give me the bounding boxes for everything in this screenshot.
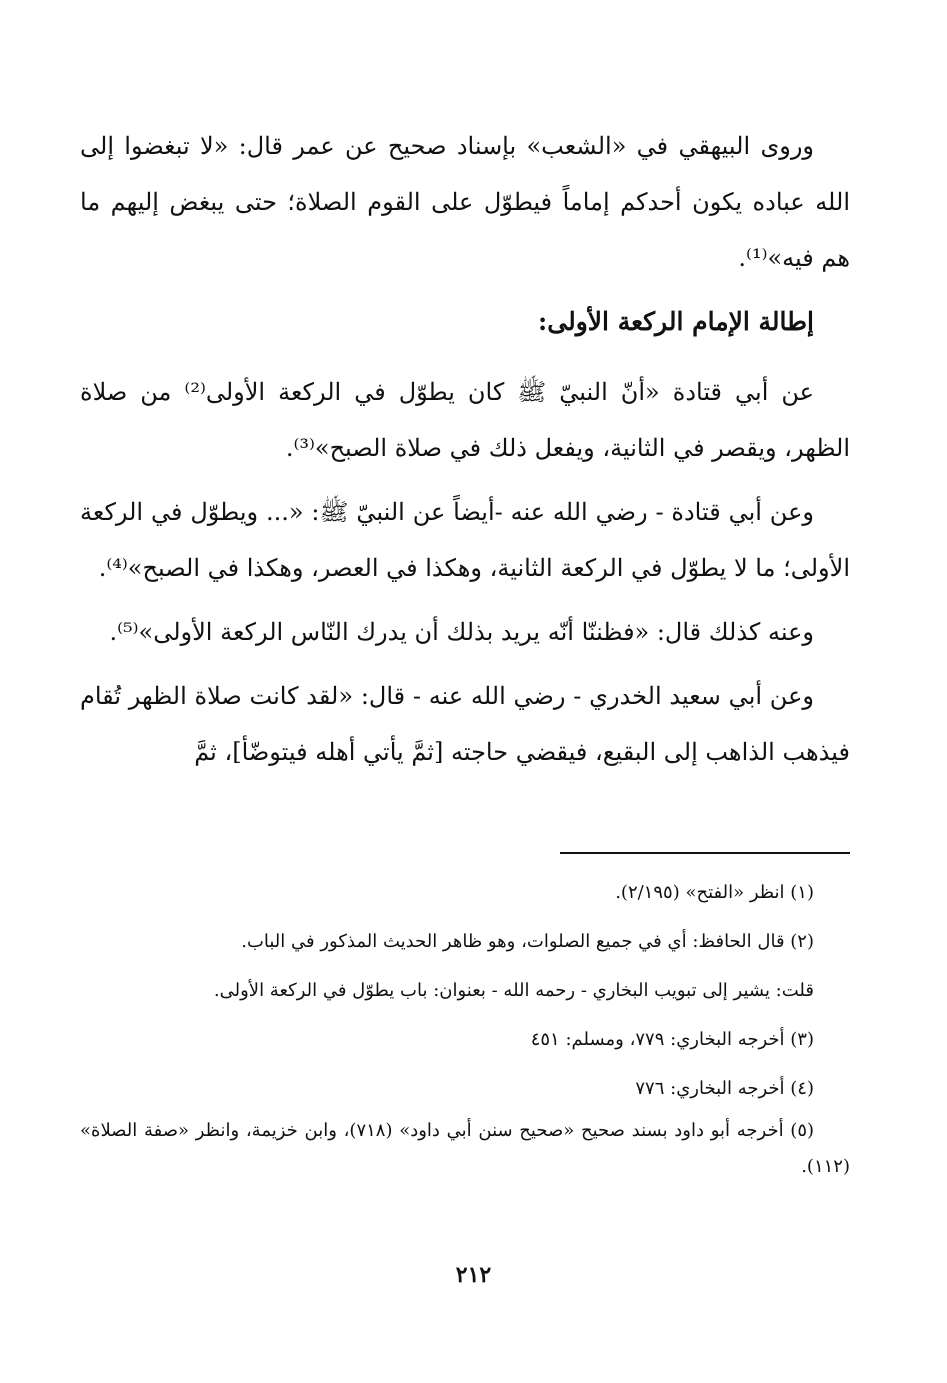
footnote-3: (٣) أخرجه البخاري: ٧٧٩، ومسلم: ٤٥١	[530, 1029, 814, 1050]
main-text	[80, 118, 850, 788]
section-heading: إطالة الإمام الركعة الأولى:	[538, 307, 814, 336]
paragraph-abu-qatada-3: وعنه كذلك قال: «فظننّا أنّه يريد بذلك أن يدرك النّاس الركعة الأولى»⁽⁵⁾.	[109, 618, 814, 646]
paragraph-abu-qatada-1: عن أبي قتادة «أنّ النبيّ ﷺ كان يطوّل في الركعة الأولى⁽²⁾ من صلاة الظهر، ويقصر في الثانية، ويفعل ذلك في صلاة الصبح»⁽³⁾.	[80, 378, 850, 462]
paragraph-abu-qatada-2: وعن أبي قتادة - رضي الله عنه -أيضاً عن النبيّ ﷺ: «... ويطوّل في الركعة الأولى؛ ما لا يطوّل في الركعة الثانية، وهكذا في العصر، وهكذا في الصبح»⁽⁴⁾.	[80, 498, 850, 582]
footnote-2-note: قلت: يشير إلى تبويب البخاري - رحمه الله - بعنوان: باب يطوّل في الركعة الأولى.	[213, 980, 814, 1001]
footnote-5: (٥) أخرجه أبو داود بسند صحيح «صحيح سنن أبي داود» (٧١٨)، وابن خزيمة، وانظر «صفة الصلاة» (١١٢).	[80, 1120, 850, 1177]
footnotes	[80, 868, 850, 1185]
footnote-1: (١) انظر «الفتح» (٢/١٩٥).	[615, 882, 814, 903]
paragraph-bayhaqi: وروى البيهقي في «الشعب» بإسناد صحيح عن عمر قال: «لا تبغضوا إلى الله عباده يكون أحدكم إماماً فيطوّل على القوم الصلاة؛ حتى يبغض إليهم ما هم فيه»⁽¹⁾.	[80, 132, 850, 272]
footnote-divider	[560, 852, 850, 854]
footnote-4: (٤) أخرجه البخاري: ٧٧٦	[635, 1078, 814, 1099]
page-number: ٢١٢	[455, 1262, 492, 1288]
paragraph-abu-said: وعن أبي سعيد الخدري - رضي الله عنه - قال: «لقد كانت صلاة الظهر تُقام فيذهب الذاهب إلى البقيع، فيقضي حاجته [ثمَّ يأتي أهله فيتوضّأ]، ثمَّ	[80, 682, 850, 766]
footnote-2: (٢) قال الحافظ: أي في جميع الصلوات، وهو ظاهر الحديث المذكور في الباب.	[241, 931, 814, 952]
